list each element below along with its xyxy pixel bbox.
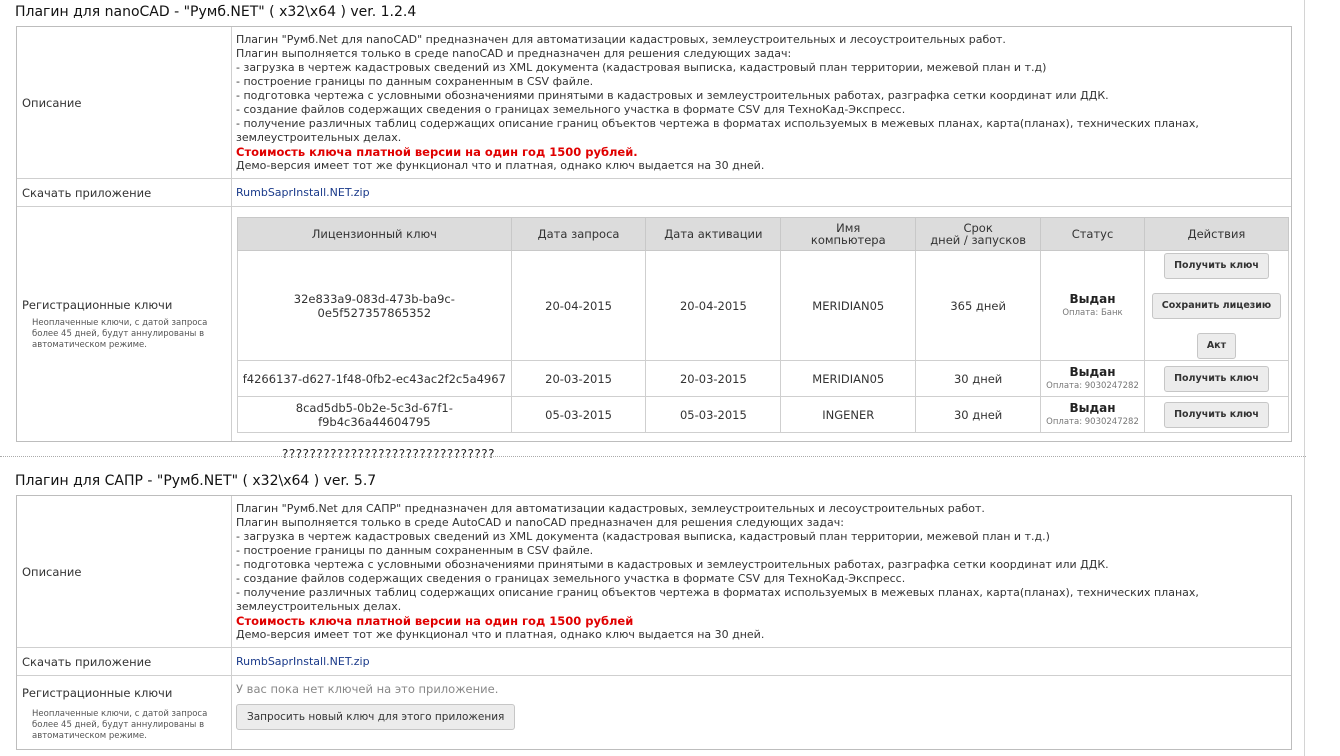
license-key: f4266137-d627-1f48-0fb2-ec43ac2f2c5a4967 bbox=[238, 361, 512, 397]
col-header: Дата активации bbox=[646, 218, 781, 251]
status-cell bbox=[1041, 397, 1145, 433]
keys-label-cell bbox=[17, 676, 232, 749]
plugin2-description-row bbox=[17, 496, 1291, 647]
price-text: Стоимость ключа платной версии на один год 1500 рублей bbox=[236, 614, 634, 628]
table-row bbox=[238, 251, 1289, 361]
description-line: - подготовка чертежа с условными обозначениями принятыми в кадастровых и землеустроительных работах, разграфка сетки координат или ДДК. bbox=[236, 558, 1109, 571]
description-line: - подготовка чертежа с условными обозначениями принятыми в кадастровых и землеустроительных работах, разграфка сетки координат или ДДК. bbox=[236, 89, 1109, 102]
keys-label-cell bbox=[17, 207, 232, 441]
keys-label: Регистрационные ключи bbox=[22, 686, 173, 700]
description-line: - загрузка в чертеж кадастровых сведений из XML документа (кадастровая выписка, кадастровый план территории, межевой план и т.д.) bbox=[236, 530, 1050, 543]
col-header bbox=[916, 218, 1041, 251]
description-line: - создание файлов содержащих сведения о границах земельного участка в формате CSV для ТехноКад-Экспресс. bbox=[236, 103, 906, 116]
section-divider bbox=[0, 456, 1306, 457]
description-line: - получение различных таблиц содержащих описание границ объектов чертежа в форматах используемых в межевых планах, карта(планах), технических планах, bbox=[236, 117, 1199, 130]
col-header-line: компьютера bbox=[810, 233, 886, 247]
description-line: Плагин "Румб.Net для nanoCAD" предназначен для автоматизации кадастровых, землеустроительных и лесоустроительных работ. bbox=[236, 33, 1006, 46]
status-badge: Выдан bbox=[1069, 291, 1116, 306]
no-keys-cell bbox=[232, 676, 1291, 749]
get-key-button[interactable]: Получить ключ bbox=[1164, 253, 1269, 279]
term: 30 дней bbox=[916, 361, 1041, 397]
term: 365 дней bbox=[916, 251, 1041, 361]
description-line: - создание файлов содержащих сведения о границах земельного участка в формате CSV для ТехноКад-Экспресс. bbox=[236, 572, 906, 585]
col-header: Действия bbox=[1144, 218, 1288, 251]
description-line: Плагин выполняется только в среде nanoCAD и предназначен для решения следующих задач: bbox=[236, 47, 792, 60]
description-line: - загрузка в чертеж кадастровых сведений из XML документа (кадастровая выписка, кадастровый план территории, межевой план и т.д) bbox=[236, 61, 1047, 74]
download-cell bbox=[232, 648, 1291, 675]
keys-table-header bbox=[238, 218, 1289, 251]
download-link[interactable]: RumbSaprInstall.NET.zip bbox=[236, 654, 370, 668]
status-badge: Выдан bbox=[1069, 400, 1116, 415]
description-label: Описание bbox=[17, 27, 232, 178]
license-key: 32e833a9-083d-473b-ba9c-0e5f527357865352 bbox=[238, 251, 512, 361]
payment-info: Оплата: Банк bbox=[1062, 307, 1123, 318]
demo-text: Демо-версия имеет тот же функционал что и платная, однако ключ выдается на 30 дней. bbox=[236, 159, 765, 172]
get-key-button[interactable]: Получить ключ bbox=[1164, 366, 1269, 392]
status-badge: Выдан bbox=[1069, 364, 1116, 379]
col-header-line: Имя bbox=[836, 221, 861, 235]
table-row bbox=[238, 397, 1289, 433]
table-row bbox=[238, 361, 1289, 397]
col-header-line: дней / запусков bbox=[930, 233, 1027, 247]
actions-cell bbox=[1144, 251, 1288, 361]
description-line: - построение границы по данным сохраненным в CSV файле. bbox=[236, 75, 594, 88]
description-line: землеустроительных делах. bbox=[236, 600, 402, 613]
description-line: Плагин "Румб.Net для САПР" предназначен для автоматизации кадастровых, землеустроительных и лесоустроительных работ. bbox=[236, 502, 985, 515]
description-line: Плагин выполняется только в среде AutoCAD и nanoCAD предназначен для решения следующих задач: bbox=[236, 516, 844, 529]
page-right-border bbox=[1304, 0, 1305, 756]
computer-name: MERIDIAN05 bbox=[781, 251, 916, 361]
keys-table bbox=[237, 217, 1289, 433]
actions-cell bbox=[1144, 361, 1288, 397]
payment-info: Оплата: 9030247282 bbox=[1046, 416, 1139, 427]
download-label: Скачать приложение bbox=[17, 648, 232, 675]
keys-table-cell bbox=[232, 207, 1293, 441]
plugin2-download-row bbox=[17, 647, 1291, 675]
keys-note: Неоплаченные ключи, с датой запроса более 45 дней, будут аннулированы в автоматическом режиме. bbox=[32, 317, 208, 350]
col-header: Дата запроса bbox=[511, 218, 646, 251]
activation-date: 20-03-2015 bbox=[646, 361, 781, 397]
actions-cell bbox=[1144, 397, 1288, 433]
demo-text: Демо-версия имеет тот же функционал что и платная, однако ключ выдается на 30 дней. bbox=[236, 628, 765, 641]
description-label: Описание bbox=[17, 496, 232, 647]
keys-note: Неоплаченные ключи, с датой запроса более 45 дней, будут аннулированы в автоматическом режиме. bbox=[32, 709, 208, 741]
save-license-button[interactable]: Сохранить лицезию bbox=[1152, 293, 1281, 319]
no-keys-message: У вас пока нет ключей на это приложение. bbox=[236, 682, 499, 696]
col-header: Лицензионный ключ bbox=[238, 218, 512, 251]
col-header bbox=[781, 218, 916, 251]
activation-date: 20-04-2015 bbox=[646, 251, 781, 361]
download-cell bbox=[232, 179, 1291, 206]
download-link[interactable]: RumbSaprInstall.NET.zip bbox=[236, 185, 370, 199]
plugin1-panel bbox=[16, 26, 1292, 442]
plugin2-description bbox=[232, 496, 1291, 647]
plugin2-keys-row bbox=[17, 675, 1291, 749]
plugin2-title: Плагин для САПР - "Румб.NET" ( x32\x64 ) ver. 5.7 bbox=[15, 473, 377, 489]
description-line: - построение границы по данным сохраненным в CSV файле. bbox=[236, 544, 594, 557]
col-header-line: Срок bbox=[963, 221, 993, 235]
plugin1-download-row bbox=[17, 178, 1291, 206]
act-button[interactable]: Акт bbox=[1197, 333, 1236, 359]
keys-label: Регистрационные ключи bbox=[22, 297, 173, 312]
request-key-button[interactable]: Запросить новый ключ для этого приложения bbox=[236, 704, 515, 730]
plugin1-keys-row bbox=[17, 206, 1291, 441]
plugin1-description bbox=[232, 27, 1291, 178]
status-cell bbox=[1041, 361, 1145, 397]
price-text: Стоимость ключа платной версии на один год 1500 рублей. bbox=[236, 145, 638, 159]
download-label: Скачать приложение bbox=[17, 179, 232, 206]
activation-date: 05-03-2015 bbox=[646, 397, 781, 433]
description-line: землеустроительных делах. bbox=[236, 131, 402, 144]
description-line: - получение различных таблиц содержащих описание границ объектов чертежа в форматах используемых в межевых планах, карта(планах), технических планах, bbox=[236, 586, 1199, 599]
request-date: 05-03-2015 bbox=[511, 397, 646, 433]
term: 30 дней bbox=[916, 397, 1041, 433]
request-date: 20-03-2015 bbox=[511, 361, 646, 397]
separator-text: ??????????????????????????????? bbox=[282, 447, 495, 461]
plugin1-description-row bbox=[17, 27, 1291, 178]
status-cell bbox=[1041, 251, 1145, 361]
computer-name: MERIDIAN05 bbox=[781, 361, 916, 397]
license-key: 8cad5db5-0b2e-5c3d-67f1-f9b4c36a44604795 bbox=[238, 397, 512, 433]
plugin2-panel bbox=[16, 495, 1292, 750]
payment-info: Оплата: 9030247282 bbox=[1046, 380, 1139, 391]
plugin1-title: Плагин для nanoCAD - "Румб.NET" ( x32\x64 ) ver. 1.2.4 bbox=[15, 4, 417, 20]
col-header: Статус bbox=[1041, 218, 1145, 251]
request-date: 20-04-2015 bbox=[511, 251, 646, 361]
computer-name: INGENER bbox=[781, 397, 916, 433]
get-key-button[interactable]: Получить ключ bbox=[1164, 402, 1269, 428]
